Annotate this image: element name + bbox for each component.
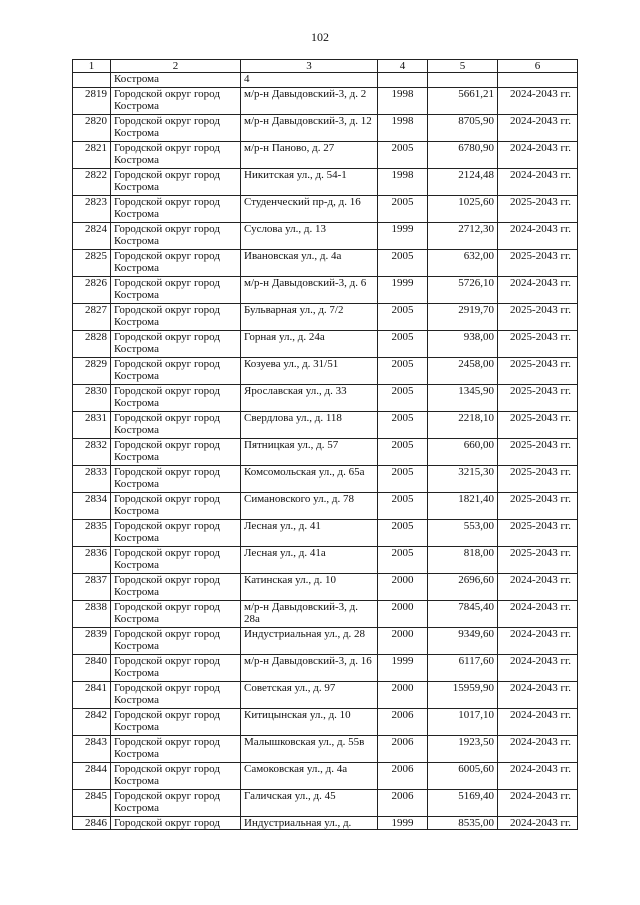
address-cell: Козуева ул., д. 31/51 <box>241 358 378 385</box>
area-cell: 2218,10 <box>428 412 498 439</box>
row-number-cell: 2835 <box>73 520 111 547</box>
year-cell: 1999 <box>378 223 428 250</box>
row-number-cell: 2843 <box>73 736 111 763</box>
area-cell: 6005,60 <box>428 763 498 790</box>
table-row <box>73 385 578 412</box>
address-cell: Катинская ул., д. 10 <box>241 574 378 601</box>
table-row <box>73 250 578 277</box>
area-cell: 5661,21 <box>428 88 498 115</box>
period-cell: 2025-2043 гг. <box>498 358 578 385</box>
row-number-cell: 2832 <box>73 439 111 466</box>
municipality-cell: Городской округ город Кострома <box>111 493 241 520</box>
municipality-cell: Городской округ город Кострома <box>111 547 241 574</box>
table-row <box>73 88 578 115</box>
area-cell: 8705,90 <box>428 115 498 142</box>
row-number-cell: 2846 <box>73 817 111 830</box>
column-header: 1 <box>73 60 111 73</box>
row-number-cell: 2828 <box>73 331 111 358</box>
table-row <box>73 520 578 547</box>
year-cell: 1998 <box>378 169 428 196</box>
year-cell: 2005 <box>378 331 428 358</box>
year-cell: 1999 <box>378 817 428 830</box>
row-number-cell: 2836 <box>73 547 111 574</box>
period-cell: 2024-2043 гг. <box>498 736 578 763</box>
table-row <box>73 574 578 601</box>
row-number-cell: 2825 <box>73 250 111 277</box>
year-cell: 2005 <box>378 466 428 493</box>
area-cell: 1025,60 <box>428 196 498 223</box>
year-cell: 2005 <box>378 547 428 574</box>
year-cell <box>378 73 428 88</box>
area-cell: 9349,60 <box>428 628 498 655</box>
table-row <box>73 196 578 223</box>
area-cell: 2124,48 <box>428 169 498 196</box>
municipality-cell: Городской округ город Кострома <box>111 520 241 547</box>
column-header: 5 <box>428 60 498 73</box>
row-number-cell: 2834 <box>73 493 111 520</box>
municipality-cell: Городской округ город Кострома <box>111 142 241 169</box>
table-row <box>73 439 578 466</box>
area-cell: 2919,70 <box>428 304 498 331</box>
year-cell: 2000 <box>378 574 428 601</box>
address-cell: Горная ул., д. 24а <box>241 331 378 358</box>
table-row <box>73 304 578 331</box>
area-cell: 7845,40 <box>428 601 498 628</box>
area-cell: 15959,90 <box>428 682 498 709</box>
municipality-cell: Городской округ город Кострома <box>111 601 241 628</box>
table-row <box>73 790 578 817</box>
column-header: 2 <box>111 60 241 73</box>
area-cell: 938,00 <box>428 331 498 358</box>
area-cell: 1345,90 <box>428 385 498 412</box>
year-cell: 2006 <box>378 790 428 817</box>
period-cell: 2024-2043 гг. <box>498 682 578 709</box>
table-row <box>73 277 578 304</box>
area-cell: 660,00 <box>428 439 498 466</box>
table-body <box>73 60 578 830</box>
municipality-cell: Городской округ город Кострома <box>111 358 241 385</box>
table-row <box>73 142 578 169</box>
period-cell: 2024-2043 гг. <box>498 169 578 196</box>
address-cell: м/р-н Давыдовский-3, д. 28а <box>241 601 378 628</box>
municipality-cell: Городской округ город Кострома <box>111 304 241 331</box>
year-cell: 2006 <box>378 736 428 763</box>
municipality-cell: Городской округ город Кострома <box>111 115 241 142</box>
table-row <box>73 709 578 736</box>
column-header: 4 <box>378 60 428 73</box>
period-cell: 2025-2043 гг. <box>498 385 578 412</box>
municipality-cell: Городской округ город Кострома <box>111 790 241 817</box>
period-cell: 2025-2043 гг. <box>498 493 578 520</box>
row-number-cell: 2820 <box>73 115 111 142</box>
address-cell: м/р-н Паново, д. 27 <box>241 142 378 169</box>
address-cell: Малышковская ул., д. 55в <box>241 736 378 763</box>
year-cell: 1999 <box>378 655 428 682</box>
area-cell: 818,00 <box>428 547 498 574</box>
table-row <box>73 331 578 358</box>
address-cell: Индустриальная ул., д. <box>241 817 378 830</box>
municipality-cell: Городской округ город Кострома <box>111 466 241 493</box>
address-cell: Никитская ул., д. 54-1 <box>241 169 378 196</box>
municipality-cell: Городской округ город Кострома <box>111 169 241 196</box>
period-cell: 2025-2043 гг. <box>498 250 578 277</box>
address-cell: Пятницкая ул., д. 57 <box>241 439 378 466</box>
year-cell: 2000 <box>378 682 428 709</box>
row-number-cell: 2838 <box>73 601 111 628</box>
area-cell: 6117,60 <box>428 655 498 682</box>
municipality-cell: Городской округ город Кострома <box>111 277 241 304</box>
area-cell: 2712,30 <box>428 223 498 250</box>
municipality-cell: Кострома <box>111 73 241 88</box>
period-cell: 2025-2043 гг. <box>498 331 578 358</box>
address-cell: Лесная ул., д. 41а <box>241 547 378 574</box>
municipality-cell: Городской округ город <box>111 817 241 830</box>
municipality-cell: Городской округ город Кострома <box>111 223 241 250</box>
period-cell: 2024-2043 гг. <box>498 817 578 830</box>
municipality-cell: Городской округ город Кострома <box>111 628 241 655</box>
municipality-cell: Городской округ город Кострома <box>111 385 241 412</box>
table-row <box>73 115 578 142</box>
row-number-cell: 2821 <box>73 142 111 169</box>
period-cell: 2024-2043 гг. <box>498 601 578 628</box>
year-cell: 2005 <box>378 358 428 385</box>
address-cell: 4 <box>241 73 378 88</box>
municipality-cell: Городской округ город Кострома <box>111 196 241 223</box>
table-row <box>73 169 578 196</box>
row-number-cell: 2830 <box>73 385 111 412</box>
year-cell: 1999 <box>378 277 428 304</box>
year-cell: 2005 <box>378 196 428 223</box>
area-cell: 632,00 <box>428 250 498 277</box>
address-cell: Лесная ул., д. 41 <box>241 520 378 547</box>
row-number-cell: 2829 <box>73 358 111 385</box>
period-cell: 2025-2043 гг. <box>498 466 578 493</box>
area-cell: 5726,10 <box>428 277 498 304</box>
address-cell: Ярославская ул., д. 33 <box>241 385 378 412</box>
period-cell: 2025-2043 гг. <box>498 412 578 439</box>
table-row <box>73 763 578 790</box>
municipality-cell: Городской округ город Кострома <box>111 412 241 439</box>
table-row <box>73 655 578 682</box>
table-row <box>73 493 578 520</box>
period-cell: 2025-2043 гг. <box>498 304 578 331</box>
address-cell: Галичская ул., д. 45 <box>241 790 378 817</box>
row-number-cell: 2823 <box>73 196 111 223</box>
period-cell: 2025-2043 гг. <box>498 547 578 574</box>
period-cell: 2025-2043 гг. <box>498 439 578 466</box>
period-cell <box>498 73 578 88</box>
column-header: 3 <box>241 60 378 73</box>
period-cell: 2024-2043 гг. <box>498 142 578 169</box>
row-number-cell: 2822 <box>73 169 111 196</box>
row-number-cell: 2827 <box>73 304 111 331</box>
row-number-cell: 2837 <box>73 574 111 601</box>
period-cell: 2024-2043 гг. <box>498 790 578 817</box>
table-row <box>73 358 578 385</box>
address-cell: Самоковская ул., д. 4а <box>241 763 378 790</box>
municipality-cell: Городской округ город Кострома <box>111 331 241 358</box>
period-cell: 2025-2043 гг. <box>498 520 578 547</box>
municipality-cell: Городской округ город Кострома <box>111 439 241 466</box>
year-cell: 1998 <box>378 115 428 142</box>
address-cell: Индустриальная ул., д. 28 <box>241 628 378 655</box>
area-cell: 3215,30 <box>428 466 498 493</box>
area-cell: 1017,10 <box>428 709 498 736</box>
table-row <box>73 736 578 763</box>
table-row <box>73 73 578 88</box>
table-row <box>73 817 578 830</box>
year-cell: 2005 <box>378 304 428 331</box>
year-cell: 2005 <box>378 412 428 439</box>
year-cell: 2006 <box>378 763 428 790</box>
row-number-cell: 2844 <box>73 763 111 790</box>
period-cell: 2024-2043 гг. <box>498 223 578 250</box>
address-cell: м/р-н Давыдовский-3, д. 12 <box>241 115 378 142</box>
address-cell: Суслова ул., д. 13 <box>241 223 378 250</box>
table-row <box>73 412 578 439</box>
table-row <box>73 628 578 655</box>
area-cell: 5169,40 <box>428 790 498 817</box>
row-number-cell: 2840 <box>73 655 111 682</box>
table-row <box>73 682 578 709</box>
period-cell: 2024-2043 гг. <box>498 763 578 790</box>
row-number-cell: 2831 <box>73 412 111 439</box>
area-cell: 1821,40 <box>428 493 498 520</box>
address-cell: м/р-н Давыдовский-3, д. 2 <box>241 88 378 115</box>
housing-register-table <box>72 59 578 830</box>
address-cell: Советская ул., д. 97 <box>241 682 378 709</box>
period-cell: 2025-2043 гг. <box>498 196 578 223</box>
municipality-cell: Городской округ город Кострома <box>111 682 241 709</box>
municipality-cell: Городской округ город Кострома <box>111 88 241 115</box>
page-number: 102 <box>311 30 329 44</box>
period-cell: 2024-2043 гг. <box>498 277 578 304</box>
period-cell: 2024-2043 гг. <box>498 628 578 655</box>
area-cell: 553,00 <box>428 520 498 547</box>
area-cell: 2696,60 <box>428 574 498 601</box>
year-cell: 2000 <box>378 628 428 655</box>
area-cell: 6780,90 <box>428 142 498 169</box>
municipality-cell: Городской округ город Кострома <box>111 574 241 601</box>
row-number-cell: 2826 <box>73 277 111 304</box>
row-number-cell: 2819 <box>73 88 111 115</box>
address-cell: Симановского ул., д. 78 <box>241 493 378 520</box>
row-number-cell: 2842 <box>73 709 111 736</box>
year-cell: 2005 <box>378 439 428 466</box>
address-cell: Китицынская ул., д. 10 <box>241 709 378 736</box>
year-cell: 2005 <box>378 493 428 520</box>
period-cell: 2024-2043 гг. <box>498 709 578 736</box>
year-cell: 2005 <box>378 250 428 277</box>
table-header-row <box>73 60 578 73</box>
address-cell: Комсомольская ул., д. 65а <box>241 466 378 493</box>
column-header: 6 <box>498 60 578 73</box>
period-cell: 2024-2043 гг. <box>498 88 578 115</box>
period-cell: 2024-2043 гг. <box>498 574 578 601</box>
row-number-cell: 2841 <box>73 682 111 709</box>
municipality-cell: Городской округ город Кострома <box>111 655 241 682</box>
table-row <box>73 466 578 493</box>
period-cell: 2024-2043 гг. <box>498 655 578 682</box>
year-cell: 2000 <box>378 601 428 628</box>
municipality-cell: Городской округ город Кострома <box>111 709 241 736</box>
municipality-cell: Городской округ город Кострома <box>111 250 241 277</box>
row-number-cell: 2839 <box>73 628 111 655</box>
municipality-cell: Городской округ город Кострома <box>111 736 241 763</box>
address-cell: м/р-н Давыдовский-3, д. 6 <box>241 277 378 304</box>
row-number-cell <box>73 73 111 88</box>
period-cell: 2024-2043 гг. <box>498 115 578 142</box>
table-row <box>73 547 578 574</box>
year-cell: 2005 <box>378 142 428 169</box>
area-cell: 1923,50 <box>428 736 498 763</box>
year-cell: 1998 <box>378 88 428 115</box>
area-cell: 2458,00 <box>428 358 498 385</box>
municipality-cell: Городской округ город Кострома <box>111 763 241 790</box>
row-number-cell: 2824 <box>73 223 111 250</box>
address-cell: Свердлова ул., д. 118 <box>241 412 378 439</box>
year-cell: 2005 <box>378 385 428 412</box>
row-number-cell: 2833 <box>73 466 111 493</box>
area-cell: 8535,00 <box>428 817 498 830</box>
address-cell: Студенческий пр-д, д. 16 <box>241 196 378 223</box>
address-cell: м/р-н Давыдовский-3, д. 16 <box>241 655 378 682</box>
year-cell: 2005 <box>378 520 428 547</box>
area-cell <box>428 73 498 88</box>
table-row <box>73 601 578 628</box>
address-cell: Ивановская ул., д. 4а <box>241 250 378 277</box>
address-cell: Бульварная ул., д. 7/2 <box>241 304 378 331</box>
row-number-cell: 2845 <box>73 790 111 817</box>
table-row <box>73 223 578 250</box>
year-cell: 2006 <box>378 709 428 736</box>
